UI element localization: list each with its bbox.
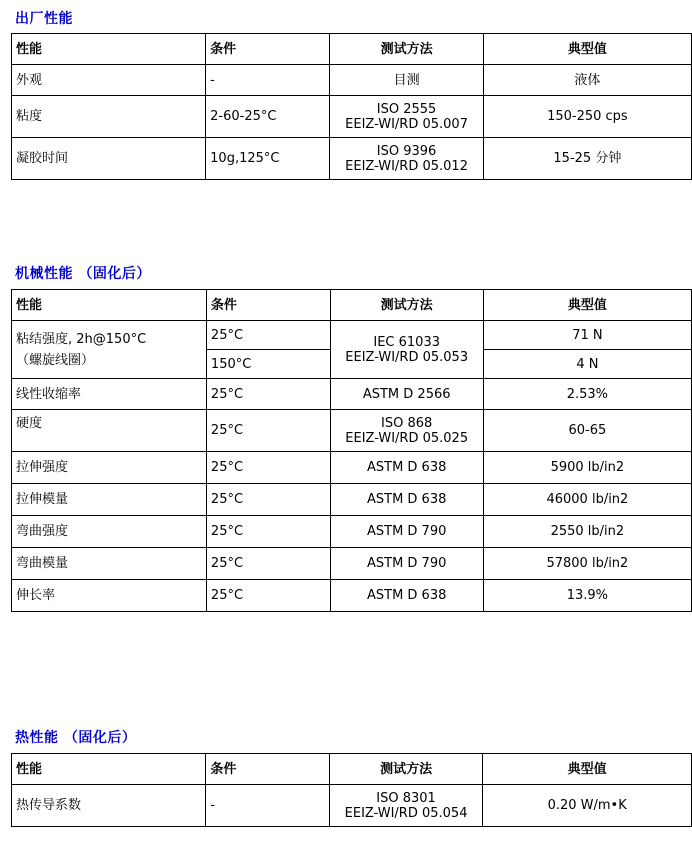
cell-method (330, 96, 483, 138)
method-line: ISO 8301 (376, 790, 436, 806)
cell-condition: 25°C (206, 548, 330, 580)
header-typical-value: 典型值 (483, 754, 692, 785)
property-line: 粘结强度, 2h@150°C (16, 331, 147, 347)
cell-property: 线性收缩率 (12, 379, 207, 410)
cell-method: ASTM D 790 (330, 548, 483, 580)
table-header-row (12, 290, 692, 321)
cell-property: 热传导系数 (12, 785, 206, 827)
cell-property: 凝胶时间 (12, 138, 206, 180)
table-row (12, 452, 692, 484)
header-condition: 条件 (206, 754, 329, 785)
cell-condition: 150°C (206, 350, 330, 379)
cell-method: ASTM D 2566 (330, 379, 483, 410)
cell-condition: 25°C (206, 410, 330, 452)
table-row (12, 138, 692, 180)
table-row (12, 410, 692, 452)
cell-property: 粘度 (12, 96, 206, 138)
cell-condition: 10g,125°C (206, 138, 330, 180)
cell-property: 弯曲强度 (12, 516, 207, 548)
method-line: ISO 868 (381, 415, 433, 431)
cell-condition: 2-60-25°C (206, 96, 330, 138)
cell-value: 57800 lb/in2 (483, 548, 691, 580)
cell-property: 弯曲模量 (12, 548, 207, 580)
table-row (12, 65, 692, 96)
cell-value: 4 N (483, 350, 691, 379)
cell-value: 2.53% (483, 379, 691, 410)
cell-property (12, 321, 207, 379)
method-line: ISO 9396 (376, 143, 437, 159)
cell-condition: 25°C (206, 321, 330, 350)
cell-value: 2550 lb/in2 (483, 516, 691, 548)
cell-method (330, 138, 483, 180)
table-row (12, 379, 692, 410)
header-property: 性能 (12, 290, 207, 321)
cell-value: 15-25 分钟 (483, 138, 691, 180)
method-line: EEIZ-WI/RD 05.053 (345, 349, 469, 365)
cell-property: 外观 (12, 65, 206, 96)
cell-value: 46000 lb/in2 (483, 484, 691, 516)
cell-method: ASTM D 638 (330, 580, 483, 612)
cell-condition: 25°C (206, 580, 330, 612)
method-line: EEIZ-WI/RD 05.054 (344, 805, 468, 821)
table-row (12, 785, 692, 827)
cell-condition: 25°C (206, 452, 330, 484)
thermal-properties-table (11, 753, 692, 827)
cell-property: 伸长率 (12, 580, 207, 612)
table-header-row (12, 34, 692, 65)
header-test-method: 测试方法 (330, 34, 483, 65)
table-header-row (12, 754, 692, 785)
method-line: EEIZ-WI/RD 05.007 (345, 116, 468, 132)
table-row (12, 580, 692, 612)
section-title-thermal: 热性能 （固化后） (15, 730, 137, 746)
cell-value: 液体 (483, 65, 691, 96)
table-row (12, 96, 692, 138)
cell-value: 150-250 cps (483, 96, 691, 138)
header-test-method: 测试方法 (329, 754, 482, 785)
method-line: EEIZ-WI/RD 05.025 (345, 430, 469, 446)
table-row-bond-strength (12, 321, 692, 350)
section-title-factory: 出厂性能 (15, 11, 73, 27)
cell-method: 目测 (330, 65, 483, 96)
header-test-method: 测试方法 (330, 290, 483, 321)
cell-method: ASTM D 638 (330, 484, 483, 516)
table-row (12, 516, 692, 548)
cell-condition: 25°C (206, 379, 330, 410)
cell-method (329, 785, 482, 827)
method-line: EEIZ-WI/RD 05.012 (345, 158, 468, 174)
cell-property: 拉伸强度 (12, 452, 207, 484)
cell-method: ASTM D 790 (330, 516, 483, 548)
table-row (12, 548, 692, 580)
cell-method (330, 321, 483, 379)
table-row (12, 484, 692, 516)
header-property: 性能 (12, 754, 206, 785)
header-property: 性能 (12, 34, 206, 65)
cell-value: 13.9% (483, 580, 691, 612)
cell-condition: 25°C (206, 484, 330, 516)
method-line: ISO 2555 (376, 101, 437, 117)
cell-property: 硬度 (12, 410, 207, 452)
header-typical-value: 典型值 (483, 290, 691, 321)
cell-value: 5900 lb/in2 (483, 452, 691, 484)
method-line: IEC 61033 (373, 334, 440, 350)
property-line: （螺旋线圈） (16, 352, 95, 368)
cell-method (330, 410, 483, 452)
section-title-mechanical: 机械性能 （固化后） (15, 266, 151, 282)
cell-value: 0.20 W/m•K (483, 785, 692, 827)
factory-properties-table (11, 33, 692, 180)
header-typical-value: 典型值 (483, 34, 691, 65)
header-condition: 条件 (206, 34, 330, 65)
cell-method: ASTM D 638 (330, 452, 483, 484)
cell-condition: 25°C (206, 516, 330, 548)
cell-property: 拉伸模量 (12, 484, 207, 516)
header-condition: 条件 (206, 290, 330, 321)
cell-condition: - (206, 65, 330, 96)
cell-value: 60-65 (483, 410, 691, 452)
cell-condition: - (206, 785, 329, 827)
mechanical-properties-table (11, 289, 692, 612)
cell-value: 71 N (483, 321, 691, 350)
